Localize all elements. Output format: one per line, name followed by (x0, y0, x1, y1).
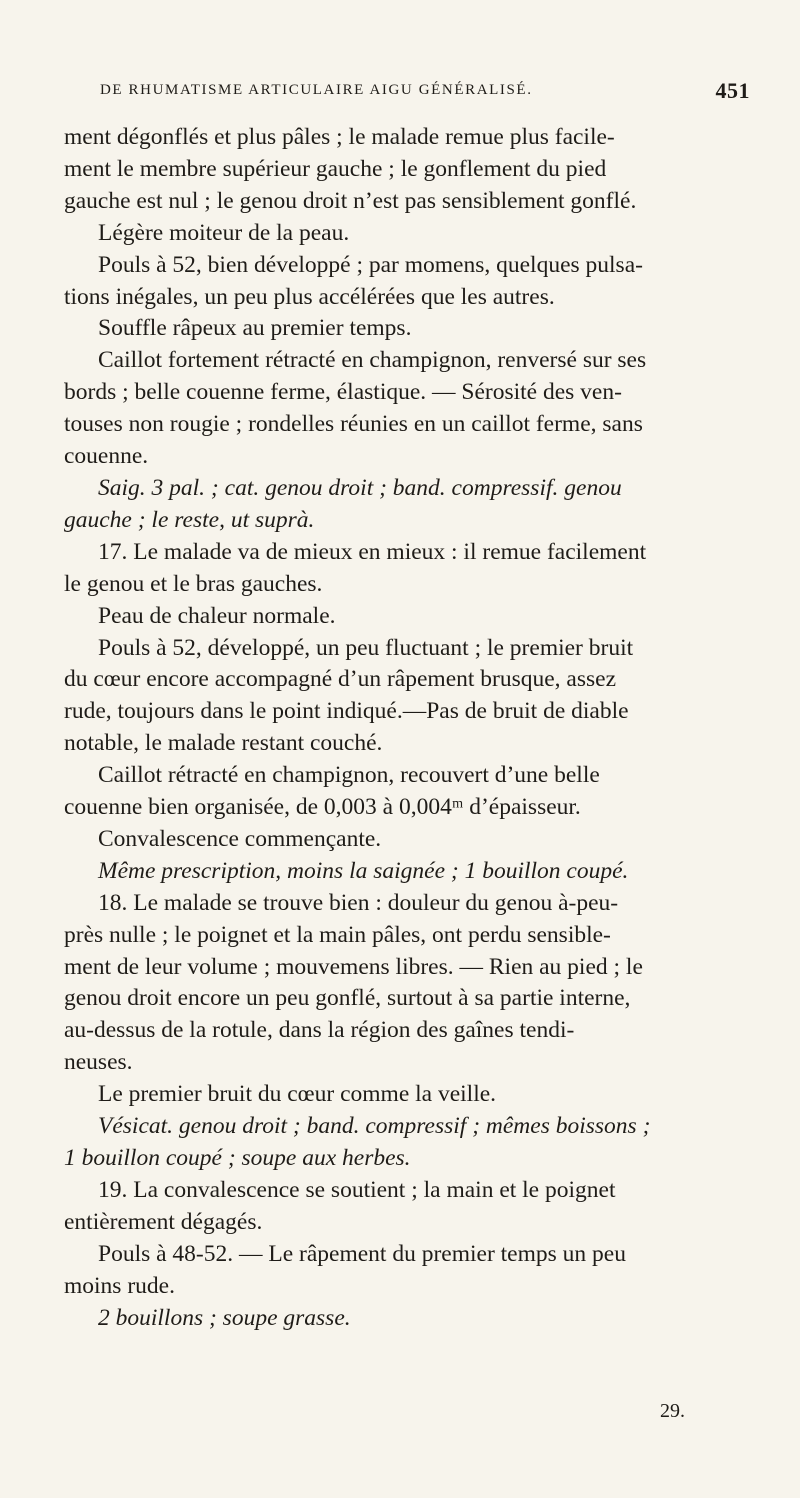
text-line: Pouls à 52, bien développé ; par momens, quelques pulsa- (98, 251, 643, 278)
text-line: gauche est nul ; le genou droit n’est pas sensiblement gonflé. (64, 187, 637, 214)
text-line: rude, toujours dans le point indiqué.—Pas de bruit de diable (64, 698, 629, 725)
text-line: près nulle ; le poignet et la main pâles, ont perdu sensible- (64, 921, 611, 948)
text-line: 19. La convalescence se soutient ; la main et le poignet (98, 1176, 616, 1203)
text-line: couenne. (64, 443, 149, 470)
text-line: Caillot rétracté en champignon, recouvert d’une belle (98, 762, 600, 789)
text-line: ment de leur volume ; mouvemens libres. — Rien au pied ; le (64, 953, 643, 980)
running-head (100, 78, 750, 108)
text-line: couenne bien organisée, de 0,003 à 0,004ᵐ d’épaisseur. (64, 794, 581, 821)
text-line: Caillot fortement rétracté en champignon, renversé sur ses (98, 347, 647, 374)
text-line: Saig. 3 pal. ; cat. genou droit ; band. compressif. genou (98, 474, 622, 501)
text-line: Convalescence commençante. (98, 825, 382, 852)
text-line: notable, le malade restant couché. (64, 730, 383, 757)
signature-mark: 29. (660, 1400, 685, 1422)
text-line: tions inégales, un peu plus accélérées que les autres. (64, 283, 555, 310)
text-line: moins rude. (64, 1272, 175, 1299)
text-line: ment le membre supérieur gauche ; le gonflement du pied (64, 155, 607, 182)
text-line: entièrement dégagés. (64, 1208, 263, 1235)
text-line: 1 bouillon coupé ; soupe aux herbes. (64, 1145, 411, 1171)
text-line: au-dessus de la rotule, dans la région des gaînes tendi- (64, 1017, 575, 1044)
text-line: 2 bouillons ; soupe grasse. (98, 1304, 351, 1331)
text-line: le genou et le bras gauches. (64, 570, 323, 597)
text-line: 17. Le malade va de mieux en mieux : il remue facilement (98, 538, 647, 565)
text-line: neuses. (64, 1049, 133, 1076)
text-line: touses non rougie ; rondelles réunies en un caillot ferme, sans (64, 411, 643, 438)
text-line: Le premier bruit du cœur comme la veille. (98, 1081, 497, 1108)
text-line: ment dégonflés et plus pâles ; le malade remue plus facile- (64, 124, 615, 150)
text-line: Vésicat. genou droit ; band. compressif ; mêmes boissons ; (98, 1113, 651, 1140)
text-line: gauche ; le reste, ut suprà. (64, 506, 315, 533)
page-number: 451 (715, 78, 750, 103)
text-line: Pouls à 52, développé, un peu fluctuant ; le premier bruit (98, 634, 634, 661)
text-line: genou droit encore un peu gonflé, surtout à sa partie interne, (64, 985, 631, 1012)
text-line: Même prescription, moins la saignée ; 1 bouillon coupé. (98, 857, 629, 884)
text-line: du cœur encore accompagné d’un râpement brusque, assez (64, 666, 617, 693)
text-line: Peau de chaleur normale. (98, 602, 336, 629)
text-line: bords ; belle couenne ferme, élastique. — Sérosité des ven- (64, 379, 622, 406)
text-line: Souffle râpeux au premier temps. (98, 315, 412, 342)
text-line: 18. Le malade se trouve bien : douleur du genou à-peu- (98, 889, 619, 916)
body-text (64, 122, 754, 1334)
text-line: Légère moiteur de la peau. (98, 219, 350, 246)
text-line: Pouls à 48-52. — Le râpement du premier temps un peu (98, 1240, 626, 1267)
running-title: DE RHUMATISME ARTICULAIRE AIGU GÉNÉRALISÉ. (100, 82, 533, 98)
